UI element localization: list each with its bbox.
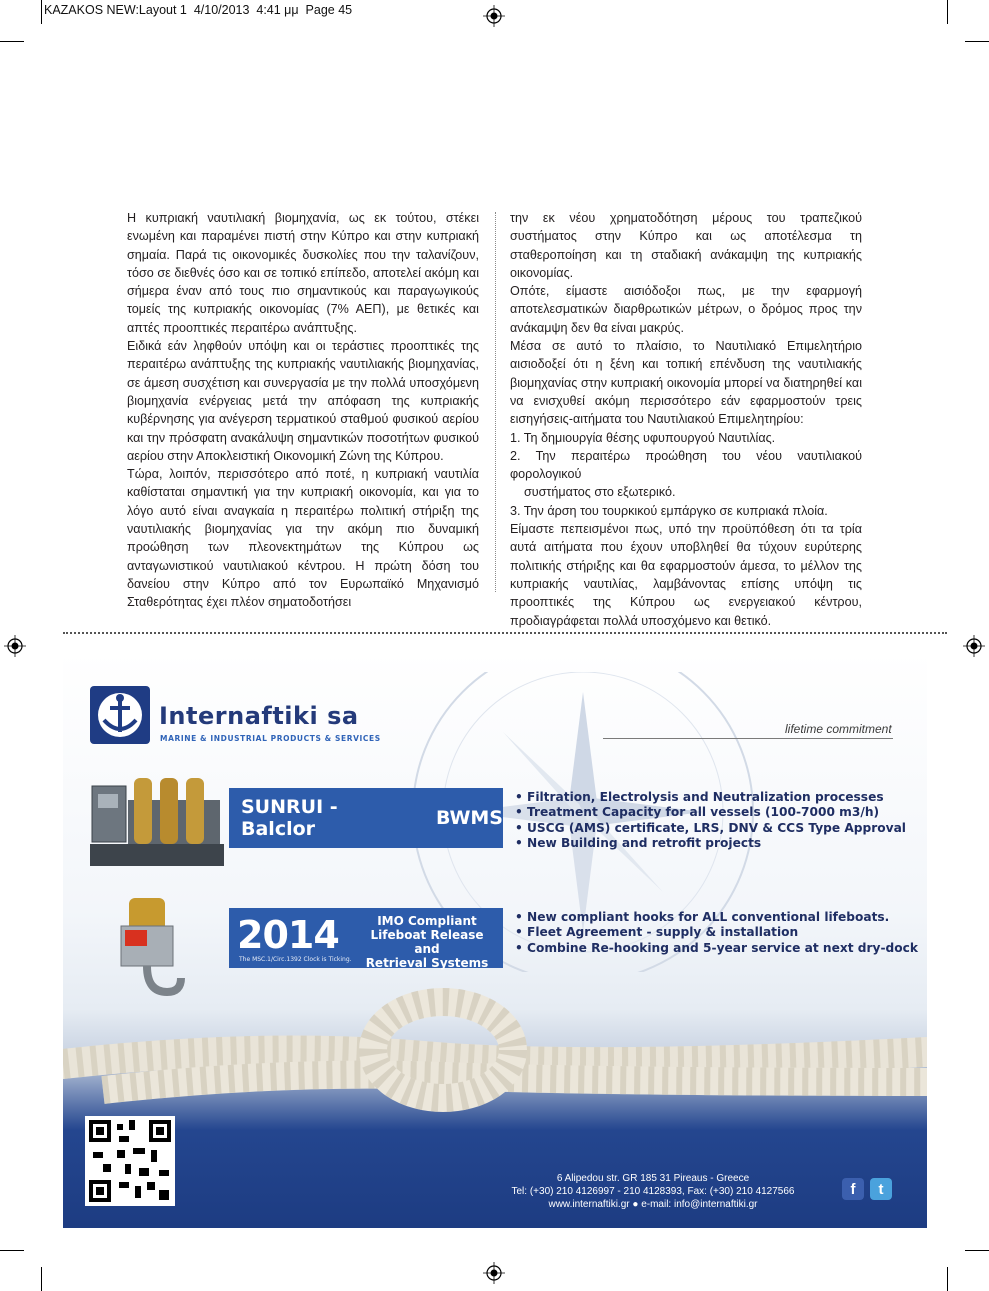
internaftiki-logo [90,686,150,744]
sunrui-product: BWMS [436,807,503,829]
article-right-column [510,209,862,630]
registration-mark-icon [483,1262,505,1284]
column-divider [495,212,496,592]
paragraph: Η κυπριακή ναυτιλιακή βιομηχανία, ως εκ τούτου, στέκει ενωμένη και παραμένει πιστή στην Κύπρο και στην κυπριακή σημαία. Παρά τις οικονομικές δυσκολίες που την ταλανίζουν, τόσο σε διεθνές όσο και σε τοπικό επίπεδο, αποτελεί ακόμη και σήμερα έναν από τους πιο σημαντικούς και παραγωγικούς τομείς της κυπριακής οικονομίας (7% ΑΕΠ), με θετικές και απτές προοπτικές περαιτέρω ανάπτυξης. [127,211,479,335]
imo-line: IMO Compliant [377,914,477,928]
facebook-icon[interactable]: f [842,1178,864,1200]
imo-banner [229,908,503,968]
list-item: 1. Τη δημιουργία θέσης υφυπουργού Ναυτιλίας. [510,430,776,445]
list-item-continuation: συστήματος στο εξωτερικό. [524,485,676,500]
paragraph: Οπότε, είμαστε αισιόδοξοι πως, με την εφαρμογή αποτελεσματικών διαρθρωτικών μέτρων, ο δρόμος προς την ανάκαμψη δεν θα είναι μακρύς. [510,284,862,335]
registration-mark-icon [4,635,26,657]
imo-line: Lifeboat Release and [370,928,484,956]
list-item: • New compliant hooks for ALL conventional lifeboats. [515,910,918,925]
paragraph: την εκ νέου χρηματοδότηση μέρους του τραπεζικού συστήματος στην Κύπρο και ως αποτέλεσμα τη σταθεροποίηση και τη σταδιακή ανάκαμψη της κυπριακής οικονομίας. [510,211,862,280]
section-divider [63,632,947,634]
paragraph: Μέσα σε αυτό το πλαίσιο, το Ναυτιλιακό Επιμελητήριο αισιοδοξεί ότι η ξένη και τοπική επένδυση της ναυτιλιακής βιομηχανίας στην κυπριακή οικονομία μπορεί να διατηρηθεί και να ενισχυθεί ακόμη περισσότερο εάν εφαρμοστούν τρεις εισηγήσεις-αιτήματα του Ναυτιλιακού Επιμελητηρίου: [510,339,862,427]
paragraph: Τώρα, λοιπόν, περισσότερο από ποτέ, η κυπριακή ναυτιλία καθίσταται σημαντική για την κυπριακή οικονομία, και για το λόγο αυτό είναι αναγκαία η περαιτέρω πολιτική στήριξη της ναυτιλιακής βιομηχανίας για την ακόμη πιο δυναμική προώθηση των πλεονεκτημάτων της Κύπρου ως ανταγωνιστικού ναυτιλιακού κέντρου. Η πρώτη δόση του δανείου στην Κύπρο από τον Ευρωπαϊκό Μηχανισμό Σταθερότητας έχει πλέον σηματοδοτήσει [127,467,479,610]
paragraph: Είμαστε πεπεισμένοι πως, υπό την προϋπόθεση ότι τα τρία αυτά αιτήματα που έχουν υποβληθεί θα τύχουν ευρύτερης πολιτικής στήριξης και θα εφαρμοστούν άμεσα, το μέλλον της κυπριακής ναυτιλίας, λαμβάνοντας επίσης υπόψη τις προοπτικές της Κύπρου ως ενεργειακού κέντρου, προδιαγράφεται πολλά υποσχόμενο και θετικό. [510,522,862,628]
list-item: • Combine Re-hooking and 5-year service at next dry-dock [515,941,918,956]
crop-mark [41,0,42,24]
crop-mark [41,1267,42,1291]
imo-line: Retrieval Systems [365,956,489,970]
bwms-feature-list [515,790,906,851]
contact-block [503,1172,803,1211]
sunrui-banner [229,788,503,848]
list-item: 3. Την άρση του τουρκικού εμπάργκο σε κυπριακά πλοία. [510,503,828,518]
bwms-unit-image [88,764,228,874]
tagline-underline [603,738,893,739]
lifeboat-feature-list [515,910,918,956]
print-slug: KAZAKOS NEW:Layout 1 4/10/2013 4:41 μμ Page 45 [44,3,353,17]
list-item: • New Building and retrofit projects [515,836,906,851]
crop-mark [947,0,948,24]
sunrui-name: SUNRUI - Balclor [241,796,338,840]
imo-year: 2014 [237,913,339,957]
paragraph: Ειδικά εάν ληφθούν υπόψη και οι τεράστιες προοπτικές της περαιτέρω ανάπτυξης της κυπριακής ναυτιλιακής βιομηχανίας, σε άμεση συσχέτιση και συνεργασία με την πολλά υποσχόμενη βιομηχανία ενέργειας μετά την απόφαση της κυπριακής κυβέρνησης για ανέγερση τερματικού σταθμού φυσικού αερίου και την πρόσφατη ανακάλυψη σημαντικών ποσοτήτων φυσικού αερίου στην Αποκλειστική Οικονομική Ζώνη της Κύπρου. [127,339,479,463]
imo-title [357,914,497,970]
list-item: 2. Την περαιτέρω προώθηση του νέου ναυτιλιακού φορολογικού [510,448,862,482]
list-item: • Treatment Capacity for all vessels (100-7000 m3/h) [515,805,906,820]
crop-mark [0,41,24,42]
phone-fax: Tel: (+30) 210 4126997 - 210 4128393, Fax: (+30) 210 4127566 [511,1186,795,1197]
brand-name: Internaftiki sa [159,702,359,730]
crop-mark [965,1250,989,1251]
crop-mark [0,1250,24,1251]
registration-mark-icon [483,5,505,27]
tagline: lifetime commitment [785,722,892,736]
rope-knot-image [63,972,927,1122]
web-email: www.internaftiki.gr ● e-mail: info@internaftiki.gr [548,1199,758,1210]
address: 6 Alipedou str. GR 185 31 Pireaus - Greece [556,1173,750,1184]
imo-note: The MSC.1/Circ.1392 Clock is Ticking. [239,956,352,963]
brand-subtitle: MARINE & INDUSTRIAL PRODUCTS & SERVICES [160,734,381,743]
internaftiki-advertisement [63,652,927,1228]
crop-mark [947,1267,948,1291]
article-left-column [127,209,479,612]
registration-mark-icon [963,635,985,657]
list-item: • USCG (AMS) certificate, LRS, DNV & CCS Type Approval [515,821,906,836]
qr-code-image [85,1116,175,1206]
list-item: • Fleet Agreement - supply & installation [515,925,918,940]
twitter-icon[interactable]: t [870,1178,892,1200]
crop-mark [965,41,989,42]
list-item: • Filtration, Electrolysis and Neutralization processes [515,790,906,805]
